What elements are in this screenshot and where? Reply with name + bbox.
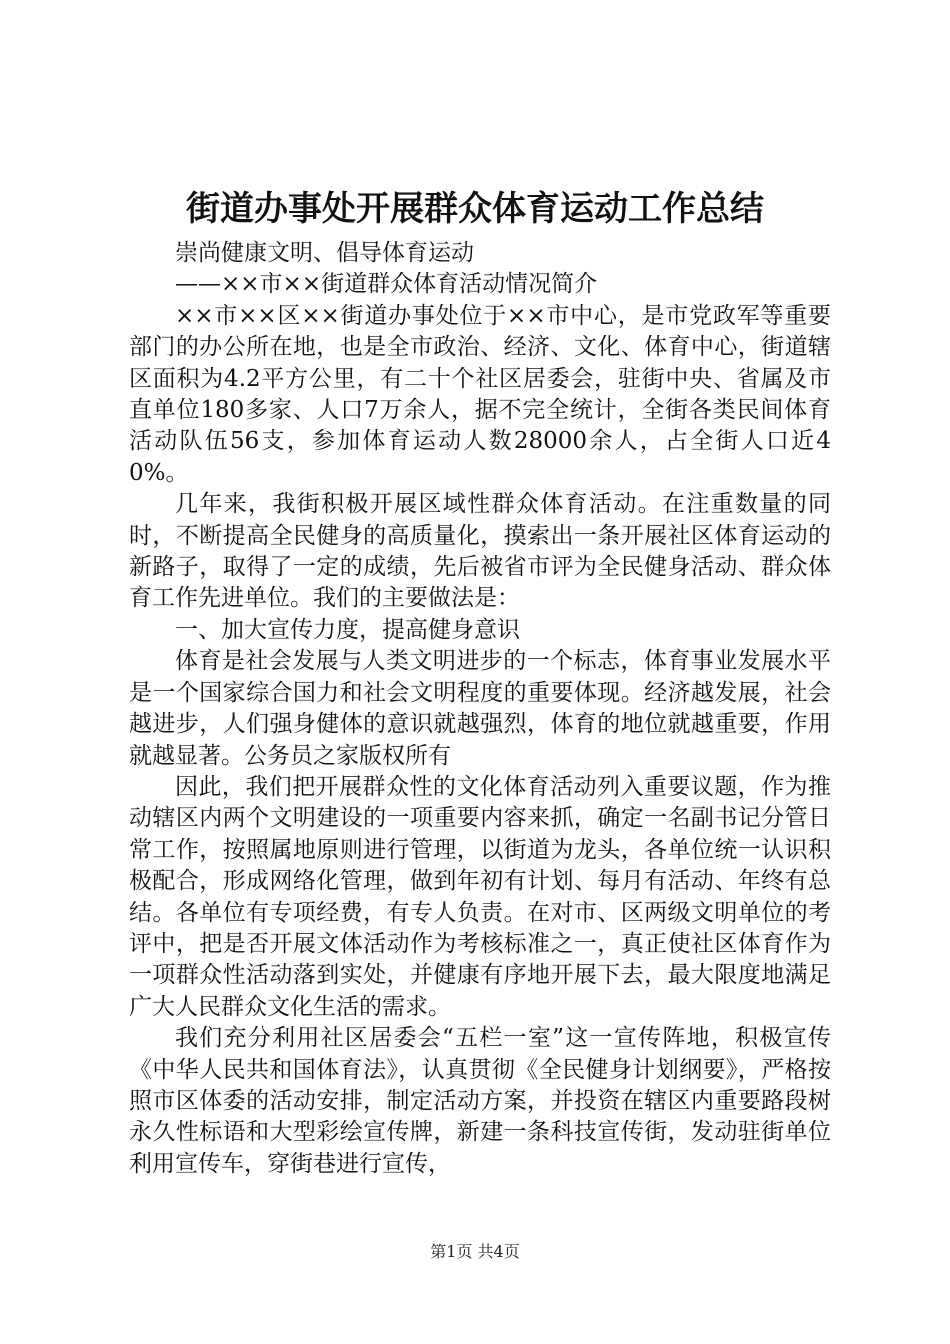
paragraph-publicity: 我们充分利用社区居委会“五栏一室”这一宣传阵地，积极宣传《中华人民共和国体育法》，认真贯彻《全民健身计划纲要》，严格按照市区体委的活动安排，制定活动方案，并投资在辖区内重要路段树永久性标语和大型彩绘宣传牌，新建一条科技宣传街，发动驻街单位利用宣传车，穿街巷进行宣传， (129, 1025, 831, 1177)
document-title: 街道办事处开展群众体育运动工作总结 (186, 189, 764, 229)
section-heading-1: 一、加大宣传力度，提高健身意识 (175, 616, 520, 643)
page-number-footer: 第1页 共4页 (430, 1242, 520, 1261)
paragraph-slogan: 崇尚健康文明、倡导体育运动 (175, 240, 474, 266)
paragraph-subtitle: ——××市××街道群众体育活动情况简介 (175, 271, 598, 298)
paragraph-intro: ××市××区××街道办事处位于××市中心，是市党政军等重要部门的办公所在地，也是全市政治、经济、文化、体育中心，街道辖区面积为4.2平方公里，有二十个社区居委会，驻街中央、省属及市直单位180多家、人口7万余人，据不完全统计，全街各类民间体育活动队伍56支，参加体育运动人数28000余人，占全街人口近40%。 (129, 302, 831, 486)
document-body (129, 238, 831, 1180)
paragraph-management: 因此，我们把开展群众性的文化体育活动列入重要议题，作为推动辖区内两个文明建设的一项重要内容来抓，确定一名副书记分管日常工作，按照属地原则进行管理，以街道为龙头，各单位统一认识积极配合，形成网络化管理，做到年初有计划、每月有活动、年终有总结。各单位有专项经费，有专人负责。在对市、区两级文明单位的考评中，把是否开展文体活动作为考核标准之一，真正使社区体育作为一项群众性活动落到实处，并健康有序地开展下去，最大限度地满足广大人民群众文化生活的需求。 (129, 773, 831, 1020)
paragraph-significance: 体育是社会发展与人类文明进步的一个标志，体育事业发展水平是一个国家综合国力和社会文明程度的重要体现。经济越发展，社会越进步，人们强身健体的意识就越强烈，体育的地位就越重要，作用就越显著。公务员之家版权所有 (129, 648, 831, 769)
paragraph-overview: 几年来，我街积极开展区域性群众体育活动。在注重数量的同时，不断提高全民健身的高质量化，摸索出一条开展社区体育运动的新路子，取得了一定的成绩，先后被省市评为全民健身活动、群众体育工作先进单位。我们的主要做法是： (129, 491, 831, 612)
